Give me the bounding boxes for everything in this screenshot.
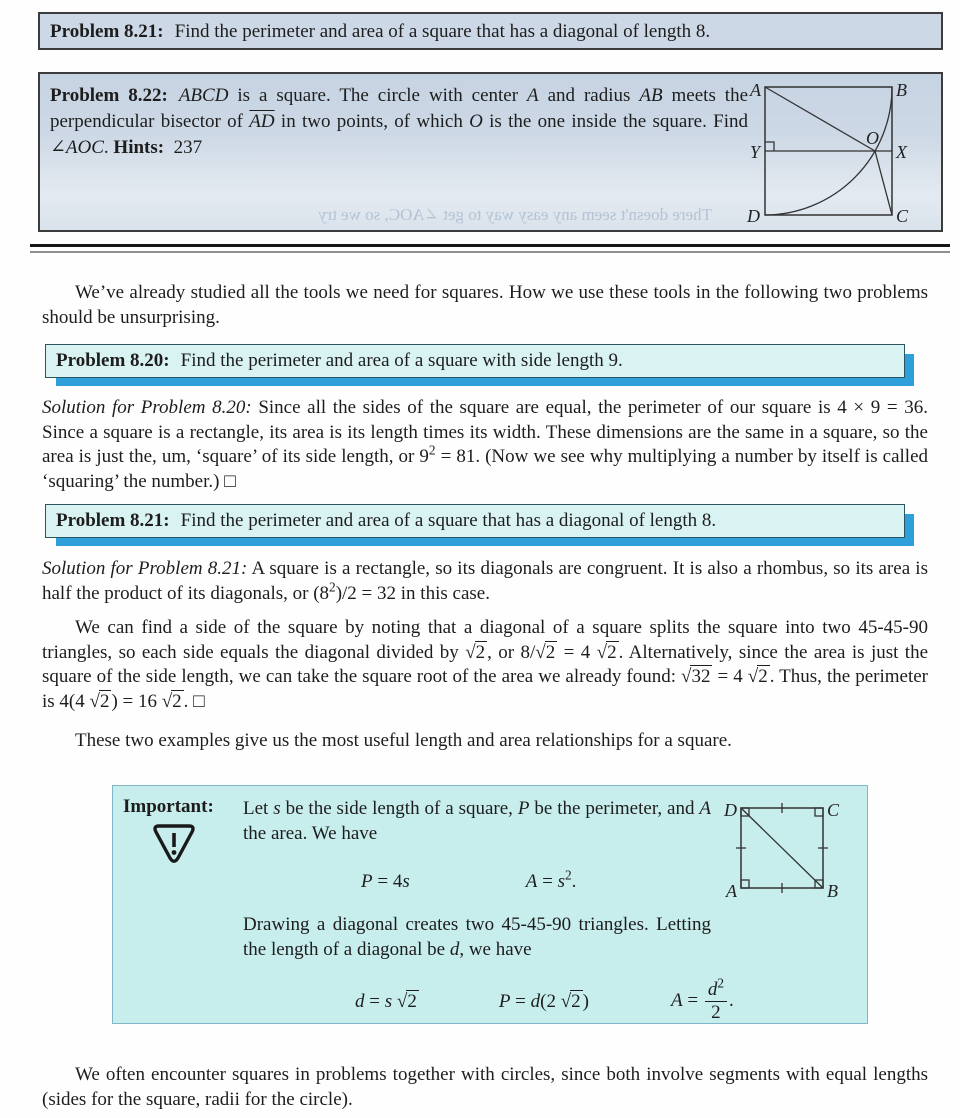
square-circle-diagram bbox=[746, 74, 941, 230]
diagram2-label-b: B bbox=[827, 881, 838, 901]
problem-8-21-label: Problem 8.21: bbox=[56, 510, 170, 531]
diagram-label-b: B bbox=[896, 80, 907, 100]
diagram2-diagonal-db bbox=[741, 808, 823, 888]
formula-area-from-diagonal: A = $\frac{d^2}{2}$ . bbox=[670, 975, 734, 1023]
diagram2-label-c: C bbox=[827, 800, 840, 820]
diagram2-corner-mark-a bbox=[741, 880, 749, 888]
problem-8-22-text bbox=[50, 83, 748, 161]
problem-8-21-banner-text: Find the perimeter and area of a square that has a diagonal of length 8. bbox=[174, 21, 711, 42]
problem-8-21-text: Find the perimeter and area of a square that has a diagonal of length 8. bbox=[180, 510, 717, 531]
problem-8-21-box bbox=[45, 504, 905, 538]
diagram-label-x: X bbox=[896, 142, 907, 162]
solution-8-20-paragraph: Solution for Problem 8.20: Since all the sides of the square are equal, the perimeter of our square is 4 × 9 = 36. Since a square is a rectangle, its area is its length times its width. These dimensions are the same in a square, so the area is just the, um, ‘square’ of its side length, or $9^2 = 81$. (Now we see why multiplying a number by itself is called ‘squaring’ the number.) □ bbox=[42, 397, 928, 492]
important-box bbox=[112, 785, 868, 1024]
warning-icon bbox=[151, 822, 197, 866]
diagram2-label-a: A bbox=[726, 881, 737, 901]
formula-diagonal: d = s √2 bbox=[355, 990, 417, 1012]
page-bleed-through-text: There doesn't seem any easy way to get ∠AOC, so we try bbox=[317, 205, 712, 224]
formula-perimeter-from-diagonal: P = d(2 √2 ) bbox=[498, 990, 589, 1012]
important-label: Important: bbox=[123, 796, 214, 817]
important-content bbox=[243, 786, 853, 1026]
formula-perimeter: P = 4s bbox=[361, 870, 410, 892]
diagram-label-y: Y bbox=[749, 142, 760, 162]
problem-8-20-box bbox=[45, 344, 905, 378]
important-paragraph-2: Drawing a diagonal creates two 45-45-90 triangles. Letting the length of a diagonal be d, we have bbox=[243, 914, 711, 960]
diagram2-corner-mark-c bbox=[815, 808, 823, 816]
solution-8-21-paragraph: Solution for Problem 8.21: A square is a rectangle, so its diagonals are congruent. It is also a rhombus, so its area is half the product of its diagonals, or $(8^2)/2 = 32$ in this case. bbox=[42, 558, 928, 604]
diagram-segment-oc bbox=[875, 151, 892, 215]
important-formula-row-1 bbox=[243, 867, 711, 895]
closing-paragraph: We often encounter squares in problems together with circles, since both involve segments with equal lengths (sides for the square, radii for the circle). bbox=[42, 1064, 928, 1110]
problem-8-21-banner-label: Problem 8.21: bbox=[50, 21, 164, 42]
diagram-right-angle-mark bbox=[765, 142, 774, 151]
problem-8-20-label: Problem 8.20: bbox=[56, 350, 170, 371]
problem-8-20-text: Find the perimeter and area of a square with side length 9. bbox=[180, 350, 623, 371]
important-formula-row-2 bbox=[243, 976, 853, 1026]
warning-exclamation-dot bbox=[172, 850, 177, 855]
diagram-label-d: D bbox=[747, 206, 760, 226]
diagram2-label-d: D bbox=[724, 800, 737, 820]
diagram-label-o: O bbox=[866, 128, 879, 148]
square-diagonal-diagram bbox=[723, 796, 853, 910]
examples-summary-paragraph: These two examples give us the most useful length and area relationships for a square. bbox=[75, 730, 732, 751]
diagram-label-c: C bbox=[896, 206, 909, 226]
problem-8-21-banner bbox=[38, 12, 943, 50]
side-length-paragraph: We can find a side of the square by noting that a diagonal of a square splits the square into two 45-45-90 triangles, so each side equals the diagonal divided by √2 , or 8/√2 = 4 √2 . Alternatively, since the area is just the square of the side length, we can take the square root of the area we already found: √32 = 4 √2 . Thus, the perimeter is 4(4 √2 ) = 16 √2 . □ bbox=[42, 617, 929, 712]
problem-8-22-body: ABCD is a square. The circle with center A and radius AB meets the perpendicular bisector of $\overline{AD}$ in two points, of which O is the one inside the square. Find ∠AOC. Hints: 237 bbox=[50, 85, 749, 158]
problem-8-22-label: Problem 8.22: bbox=[50, 85, 168, 106]
diagram-segment-ao bbox=[765, 87, 875, 151]
diagram-label-a: A bbox=[750, 80, 761, 100]
important-paragraph-1: Let s be the side length of a square, P be the perimeter, and A the area. We have bbox=[243, 798, 712, 844]
section-divider-thin-rule bbox=[30, 251, 950, 253]
formula-area: $A = s^2$. bbox=[525, 867, 577, 892]
intro-paragraph: We’ve already studied all the tools we need for squares. How we use these tools in the following two problems should be unsurprising. bbox=[42, 282, 928, 328]
section-divider-thick-rule bbox=[30, 244, 950, 247]
problem-8-22-box bbox=[38, 72, 943, 232]
